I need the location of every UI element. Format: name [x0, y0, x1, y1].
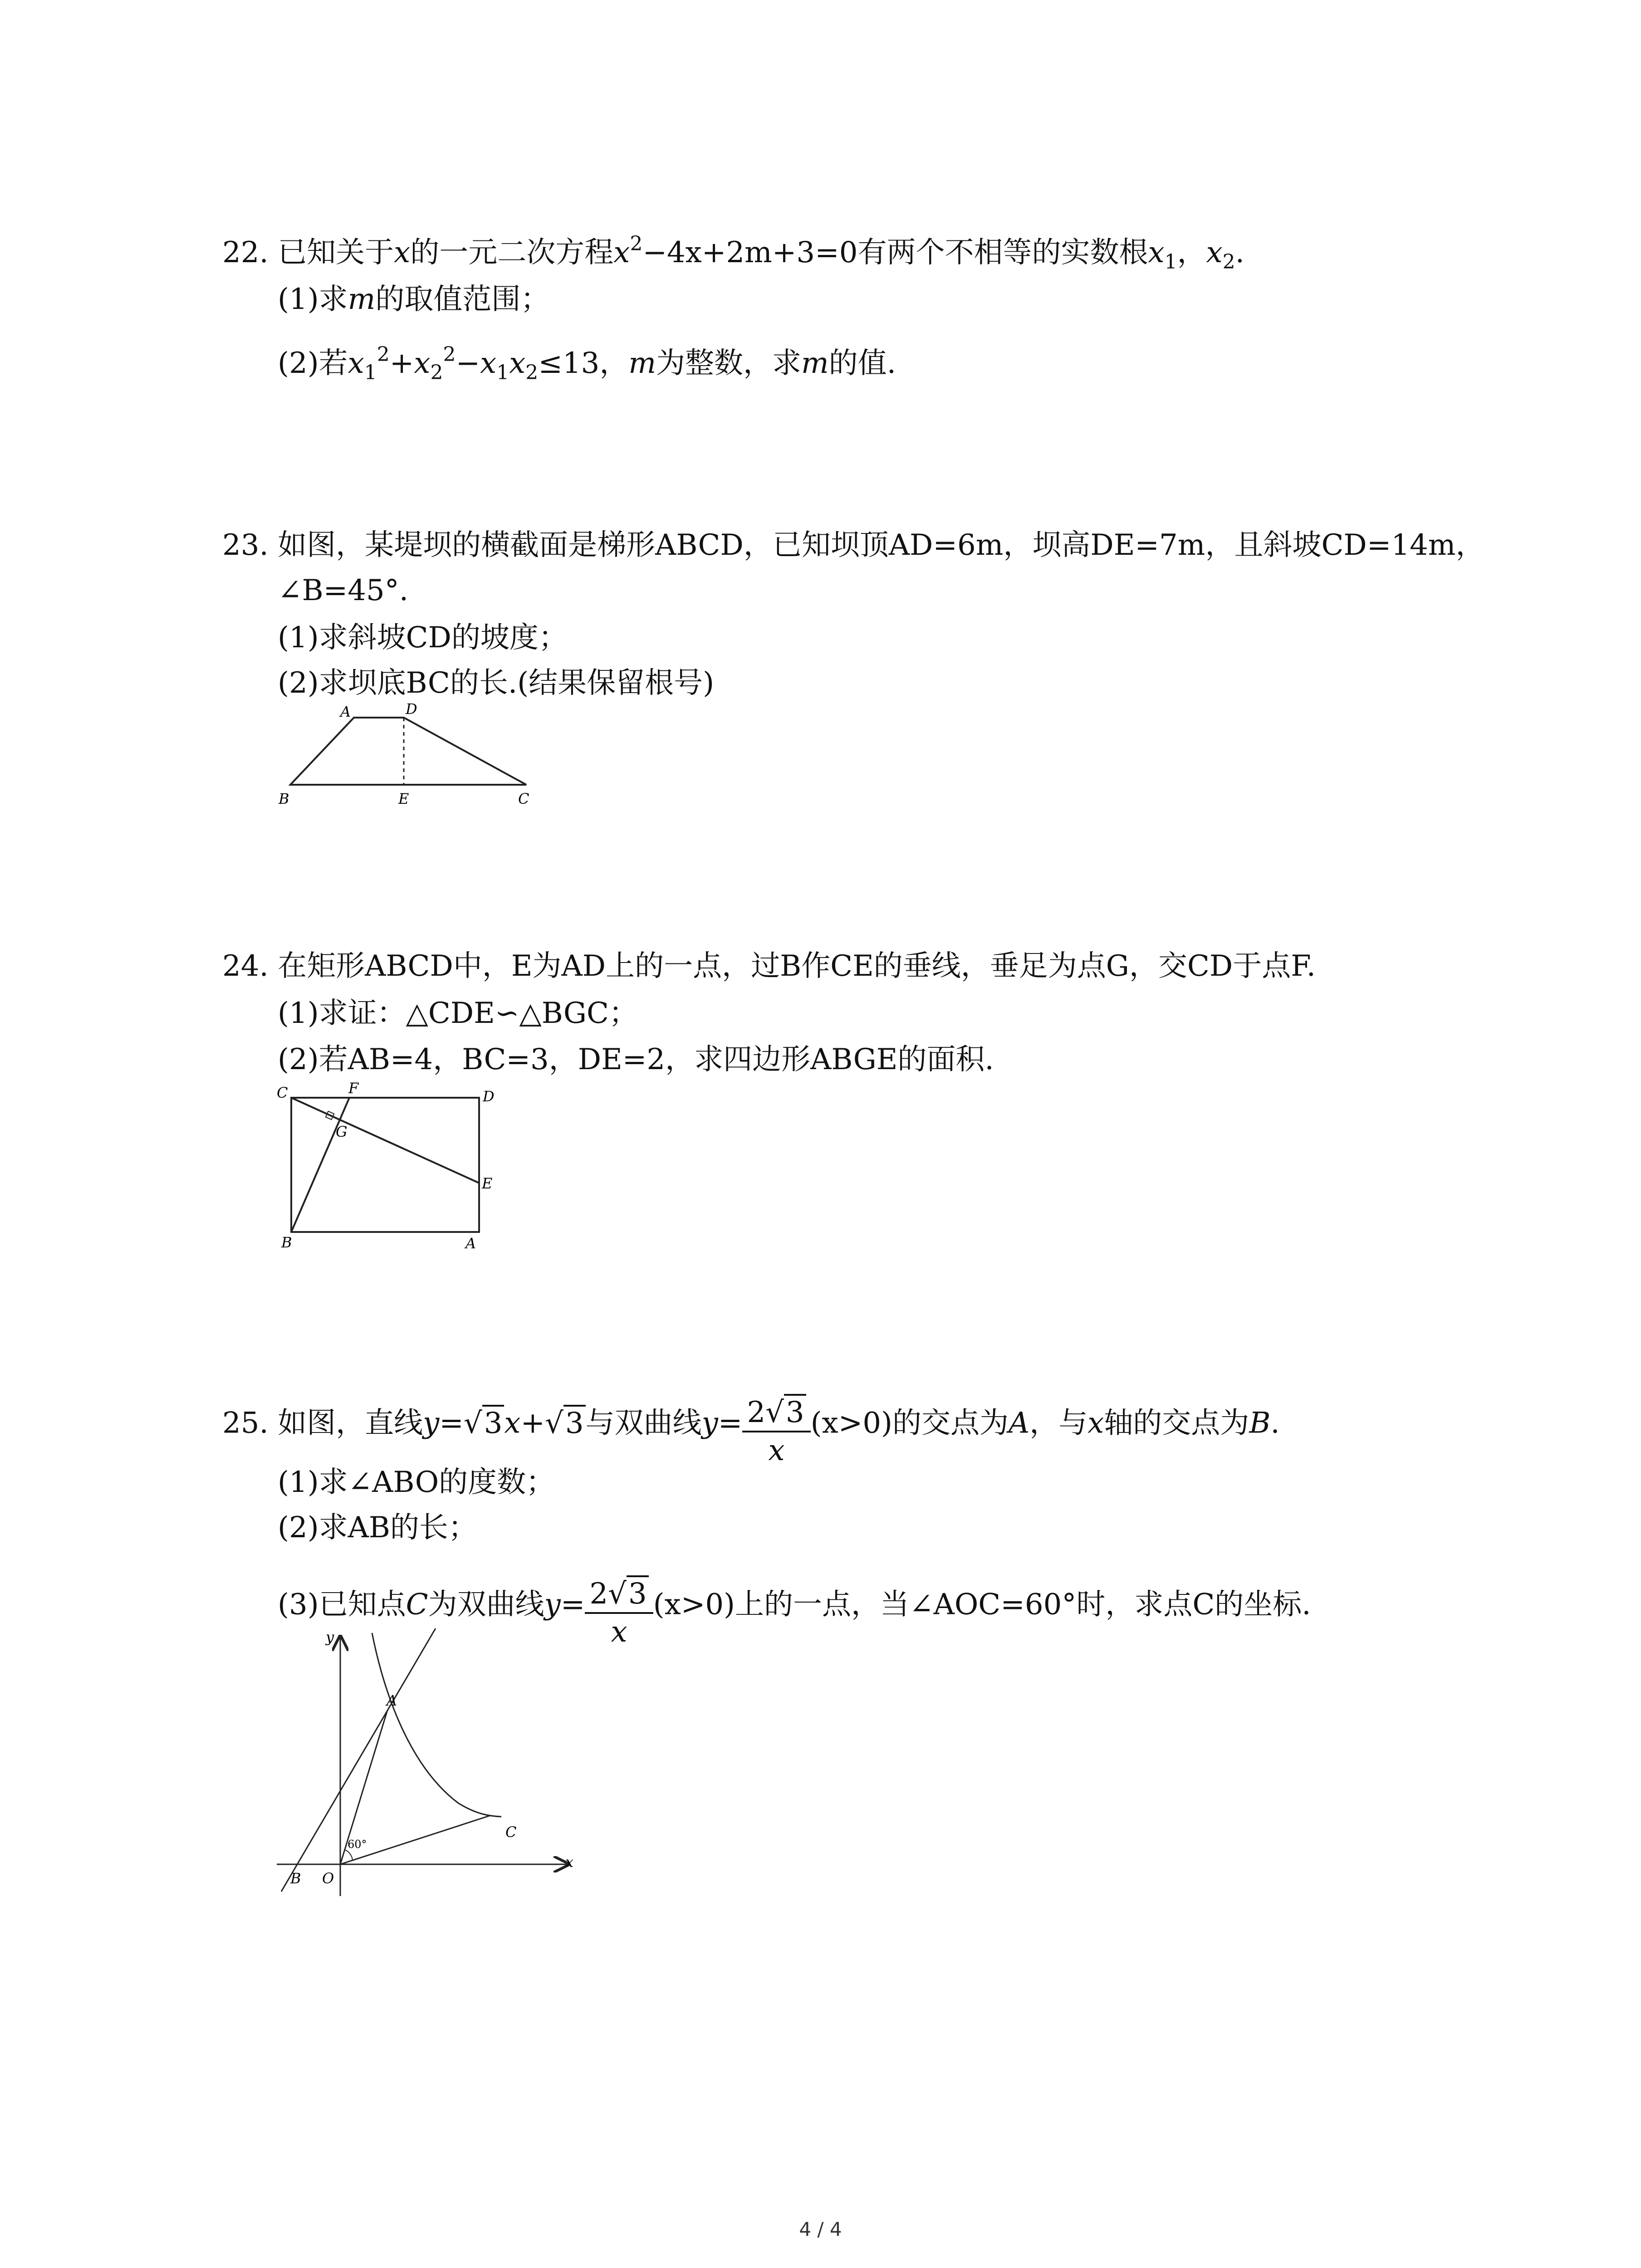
label-b: B — [281, 1234, 292, 1251]
label-d: D — [483, 1088, 495, 1105]
label-angle-60: 60° — [348, 1838, 367, 1851]
page-number: 4 / 4 — [799, 2218, 842, 2240]
q24-number: 24. — [222, 949, 269, 983]
q24-rectangle-figure — [268, 1075, 513, 1252]
line-ab — [281, 1628, 436, 1892]
q23-number: 23. — [222, 528, 269, 562]
sqrt-3: √3 — [464, 1405, 505, 1442]
q23-trapezoid-figure — [268, 699, 549, 816]
q25-part2: (2)求AB的长； — [278, 1511, 477, 1545]
q22-part2: (2)若$x_1^2+x_2^2-x_1x_2\le 13$，m为整数，求m的值. — [278, 343, 896, 384]
label-f: F — [348, 1080, 359, 1097]
label-x: x — [565, 1853, 574, 1871]
q23-stem-line1: 23. 如图，某堤坝的横截面是梯形ABCD，已知坝顶AD=6m，坝高DE=7m，且斜坡CD=14m， — [222, 528, 1485, 562]
q24-part1: (1)求证：△CDE∽△BGC； — [278, 997, 638, 1030]
label-o: O — [322, 1870, 334, 1887]
label-e: E — [482, 1175, 493, 1192]
q24-stem: 24. 在矩形ABCD中，E为AD上的一点，过B作CE的垂线，垂足为点G，交CD于点F. — [222, 949, 1316, 983]
fraction-2sqrt3-over-x: $\frac{2√3}{x}$ — [742, 1394, 810, 1469]
q23-part2: (2)求坝底BC的长.(结果保留根号) — [278, 666, 715, 700]
label-d: D — [406, 700, 417, 718]
q25-stem: 25. 如图，直线y=√3x+√3与双曲线y= $\frac{2√3}{x}$ (x>0)的交点为A，与x轴的交点为B. — [222, 1388, 1280, 1462]
segment-ce — [291, 1098, 479, 1183]
q23-stem-line2: ∠B=45°. — [278, 574, 409, 607]
q24-part2: (2)若AB=4，BC=3，DE=2，求四边形ABGE的面积. — [278, 1043, 994, 1076]
q25-number: 25. — [222, 1406, 269, 1440]
q25-part1: (1)求∠ABO的度数； — [278, 1466, 555, 1499]
q22-stem: 22. 已知关于x的一元二次方程$x^2-4x+2m+3=0$有两个不相等的实数根$x_1$，$x_2$. — [222, 232, 1244, 274]
label-c: C — [277, 1084, 288, 1101]
label-c: C — [505, 1823, 517, 1841]
label-c: C — [518, 790, 529, 807]
q23-part1: (1)求斜坡CD的坡度； — [278, 621, 568, 655]
q22-number: 22. — [222, 236, 269, 269]
label-b: B — [290, 1870, 301, 1887]
q22-part1: (1)求m的取值范围； — [278, 283, 550, 316]
label-g: G — [336, 1123, 348, 1140]
sqrt-3: √3 — [545, 1405, 586, 1442]
q25-hyperbola-figure — [268, 1619, 585, 1901]
label-a: A — [465, 1235, 476, 1252]
label-a: A — [387, 1692, 397, 1709]
hyperbola-curve — [372, 1633, 501, 1817]
q25-part3: (3)已知点C为双曲线y= $\frac{2√3}{x}$ (x>0)上的一点，当∠AOC=60°时，求点C的坐标. — [278, 1569, 1311, 1644]
fraction-2sqrt3-over-x: $\frac{2√3}{x}$ — [585, 1576, 653, 1650]
segment-bf — [291, 1098, 349, 1232]
label-a: A — [340, 703, 351, 720]
label-e: E — [398, 790, 409, 807]
angle-arc — [345, 1850, 353, 1860]
trapezoid-abcd — [290, 718, 526, 785]
label-y: y — [326, 1628, 334, 1646]
label-b: B — [279, 790, 289, 807]
